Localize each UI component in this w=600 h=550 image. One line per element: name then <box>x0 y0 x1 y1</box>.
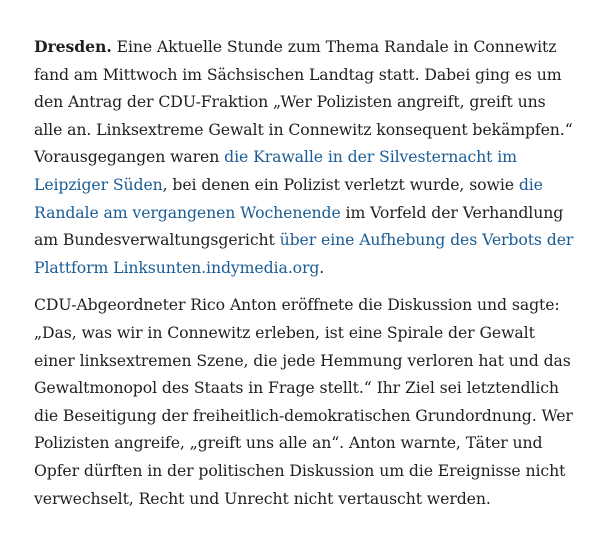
link-randale-wochenende[interactable]: die Randale am vergangenen Wochenende <box>34 174 543 222</box>
article-body <box>34 33 574 512</box>
paragraph-text: Eine Aktuelle Stunde zum Thema Randale in Connewitz fand am Mittwoch im Sächsischen Landtag statt. Dabei ging es um den Antrag der CDU-Fraktion „Wer Polizisten angreift, greift uns alle an. Linksextreme Gewalt in Connewitz konsequent bekämpfen.“ Vorausgegangen waren <box>34 37 573 167</box>
paragraph-text: . <box>319 257 325 277</box>
dateline: Dresden. <box>34 37 112 56</box>
article-paragraph-2: CDU-Abgeordneter Rico Anton eröffnete die Diskussion und sagte: „Das, was wir in Connewitz erleben, ist eine Spirale der Gewalt einer linksextremen Szene, die jede Hemmung verloren hat und das Gewaltmonopol des Staats in Frage stellt.“ Ihr Ziel sei letztendlich die Beseitigung der freiheitlich-demokratischen Grundordnung. Wer Polizisten angreife, „greift uns alle an“. Anton warnte, Täter und Opfer dürften in der politischen Diskussion um die Ereignisse nicht verwechselt, Recht und Unrecht nicht vertauscht werden. <box>34 295 573 508</box>
link-silvester-krawalle[interactable]: die Krawalle in der Silvesternacht im Leipziger Süden <box>34 147 517 194</box>
paragraph-text: im Vorfeld der Verhandlung am Bundesverwaltungsgericht <box>34 202 564 250</box>
paragraph-text: , bei denen ein Polizist verletzt wurde, sowie <box>162 174 519 194</box>
article-paragraph-1 <box>34 33 574 281</box>
link-indymedia-verbot[interactable]: über eine Aufhebung des Verbots der Plattform Linksunten.indymedia.org <box>34 230 574 277</box>
